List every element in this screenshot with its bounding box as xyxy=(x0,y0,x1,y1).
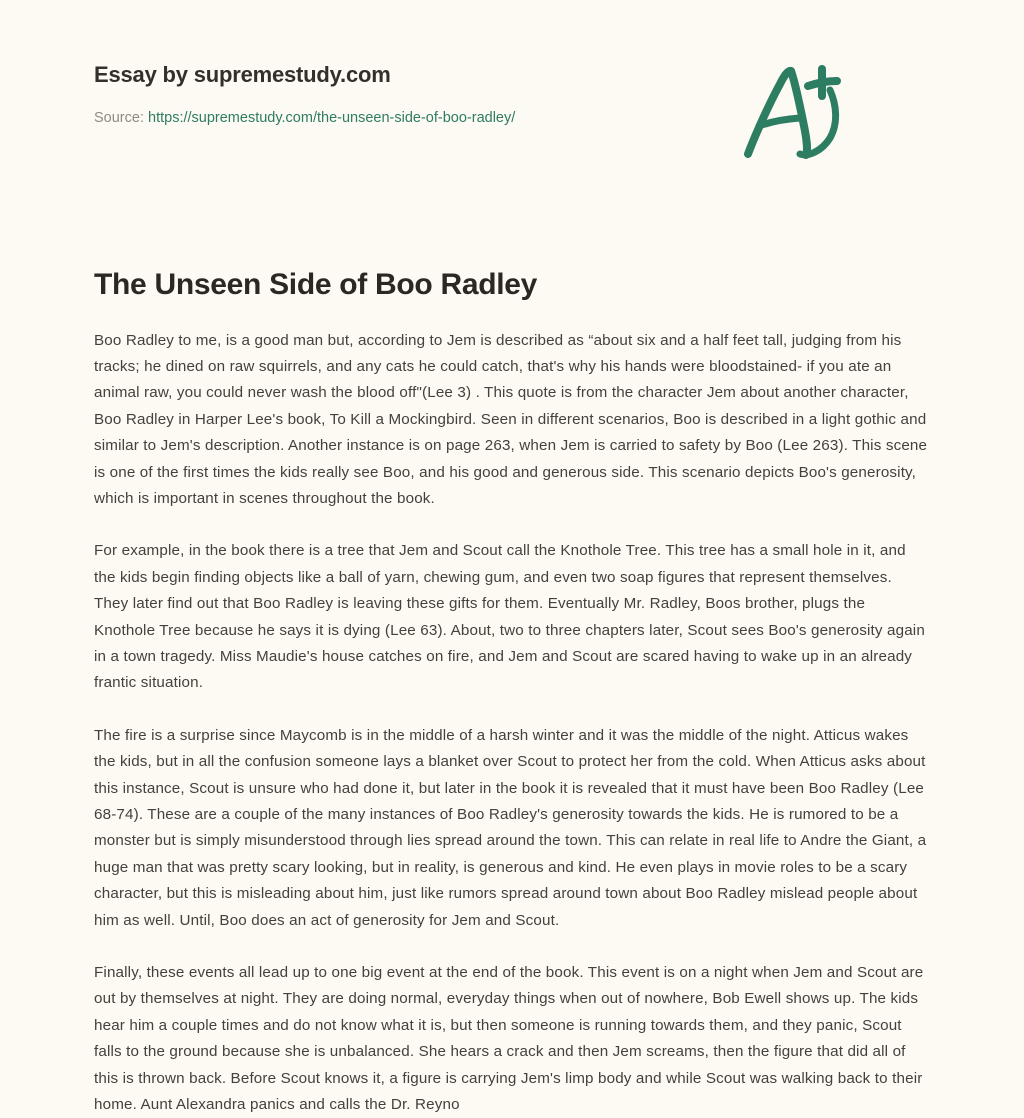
source-label: Source: xyxy=(94,110,144,126)
essay-paragraph: Boo Radley to me, is a good man but, according to Jem is described as “about six and a half feet tall, judging from his tracks; he dined on raw squirrels, and any cats he could catch, that's why his hands were bloodstained- if you ate an animal raw, you could never wash the blood off"(Lee 3) . This quote is from the character Jem about another character, Boo Radley in Harper Lee's book, To Kill a Mockingbird. Seen in different scenarios, Boo is described in a light gothic and similar to Jem's description. Another instance is on page 263, when Jem is carried to safety by Boo (Lee 263). This scene is one of the first times the kids really see Boo, and his good and generous side. This scenario depicts Boo's generosity, which is important in scenes throughout the book. xyxy=(94,328,930,513)
a-plus-logo-icon xyxy=(734,58,854,168)
essay-paragraph: The fire is a surprise since Maycomb is in the middle of a harsh winter and it was the middle of the night. Atticus wakes the kids, but in all the confusion someone lays a blanket over Scout to protect her from the cold. When Atticus asks about this instance, Scout is unsure who had done it, but later in the book it is revealed that it must have been Boo Radley (Lee 68-74). These are a couple of the many instances of Boo Radley's generosity towards the kids. He is rumored to be a monster but is simply misunderstood through lies spread around the town. This can relate in real life to Andre the Giant, a huge man that was pretty scary looking, but in reality, is generous and kind. He even plays in movie roles to be a scary character, but this is misleading about him, just like rumors spread around town about Boo Radley mislead people about him as well. Until, Boo does an act of generosity for Jem and Scout. xyxy=(94,723,930,934)
page-header xyxy=(94,0,930,180)
byline: Essay by supremestudy.com xyxy=(94,62,930,88)
essay-body xyxy=(94,304,930,1118)
essay-paragraph: For example, in the book there is a tree that Jem and Scout call the Knothole Tree. This tree has a small hole in it, and the kids begin finding objects like a ball of yarn, chewing gum, and even two soap figures that represent themselves. They later find out that Boo Radley is leaving these gifts for them. Eventually Mr. Radley, Boos brother, plugs the Knothole Tree because he says it is dying (Lee 63). About, two to three chapters later, Scout sees Boo's generosity again in a town tragedy. Miss Maudie's house catches on fire, and Jem and Scout are scared having to wake up in an already frantic situation. xyxy=(94,538,930,696)
source-url-link[interactable]: https://supremestudy.com/the-unseen-side-of-boo-radley/ xyxy=(148,110,515,126)
essay-paragraph: Finally, these events all lead up to one big event at the end of the book. This event is on a night when Jem and Scout are out by themselves at night. They are doing normal, everyday things when out of nowhere, Bob Ewell shows up. The kids hear him a couple times and do not know what it is, but then someone is running towards them, and they panic, Scout falls to the ground because she is unbalanced. She hears a crack and then Jem screams, then the figure that did all of this is thrown back. Before Scout knows it, a figure is carrying Jem's limp body and while Scout was walking back to their home. Aunt Alexandra panics and calls the Dr. Reyno xyxy=(94,960,930,1118)
page-title: The Unseen Side of Boo Radley xyxy=(94,180,930,304)
